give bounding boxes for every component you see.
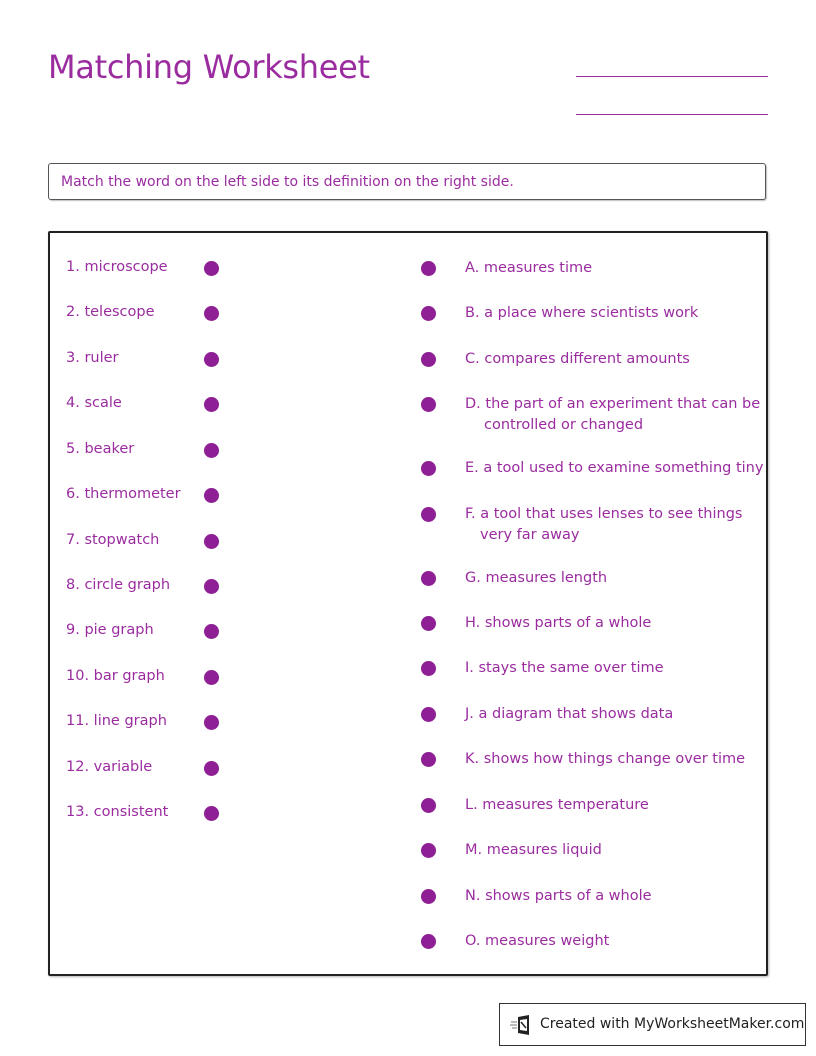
definition-dot-k[interactable]: [421, 752, 436, 767]
definition-item: [465, 349, 690, 370]
definition-text: A. measures time: [465, 260, 593, 276]
definition-dot-i[interactable]: [421, 661, 436, 676]
date-line[interactable]: [576, 114, 768, 115]
worksheet-maker-logo-icon: [510, 1014, 532, 1036]
definition-dot-c[interactable]: [421, 352, 436, 367]
definition-item: [465, 704, 673, 725]
definition-item: [465, 613, 651, 634]
definition-dot-j[interactable]: [421, 707, 436, 722]
definition-text: O. measures weight: [465, 933, 610, 949]
definition-dot-d[interactable]: [421, 397, 436, 412]
term-dot-4[interactable]: [204, 397, 219, 412]
definition-text: N. shows parts of a whole: [465, 888, 652, 904]
term-dot-11[interactable]: [204, 715, 219, 730]
definition-item: [465, 931, 609, 952]
term-item: 5. beaker: [66, 441, 135, 457]
definition-dot-f[interactable]: [421, 507, 436, 522]
definition-text: D. the part of an experiment that can be: [465, 396, 761, 412]
term-dot-2[interactable]: [204, 306, 219, 321]
definition-text-continued: controlled or changed: [484, 417, 644, 433]
definition-item: [465, 840, 602, 861]
created-with-badge[interactable]: [499, 1003, 806, 1046]
definition-dot-l[interactable]: [421, 798, 436, 813]
term-item: 3. ruler: [66, 350, 119, 366]
instructions-box: [48, 163, 766, 200]
definition-dot-e[interactable]: [421, 461, 436, 476]
definition-item: [465, 394, 760, 436]
term-dot-8[interactable]: [204, 579, 219, 594]
term-item: 4. scale: [66, 395, 122, 411]
definition-item: [465, 749, 745, 770]
definition-text-continued: very far away: [480, 527, 580, 543]
definition-text: I. stays the same over time: [465, 660, 664, 676]
term-dot-5[interactable]: [204, 443, 219, 458]
definition-text: K. shows how things change over time: [465, 751, 746, 767]
term-item: 10. bar graph: [66, 668, 165, 684]
definition-item: [465, 568, 607, 589]
term-dot-9[interactable]: [204, 624, 219, 639]
term-item: 8. circle graph: [66, 577, 171, 593]
definition-dot-b[interactable]: [421, 306, 436, 321]
term-dot-6[interactable]: [204, 488, 219, 503]
term-dot-12[interactable]: [204, 761, 219, 776]
definition-text: G. measures length: [465, 570, 608, 586]
definition-dot-n[interactable]: [421, 889, 436, 904]
definition-text: H. shows parts of a whole: [465, 615, 652, 631]
definition-dot-h[interactable]: [421, 616, 436, 631]
page-title: Matching Worksheet: [48, 48, 370, 86]
definition-item: [465, 258, 592, 279]
definition-item: [465, 795, 649, 816]
matching-box: [48, 231, 768, 976]
created-with-text: Created with MyWorksheetMaker.com: [540, 1016, 805, 1032]
definition-dot-o[interactable]: [421, 934, 436, 949]
definition-text: E. a tool used to examine something tiny: [465, 460, 764, 476]
definition-text: L. measures temperature: [465, 797, 649, 813]
definition-item: [465, 504, 742, 546]
definition-dot-m[interactable]: [421, 843, 436, 858]
term-item: 9. pie graph: [66, 622, 154, 638]
definition-dot-g[interactable]: [421, 571, 436, 586]
definition-item: [465, 303, 698, 324]
name-line[interactable]: [576, 76, 768, 77]
term-dot-10[interactable]: [204, 670, 219, 685]
definition-text: C. compares different amounts: [465, 351, 690, 367]
definition-dot-a[interactable]: [421, 261, 436, 276]
term-dot-1[interactable]: [204, 261, 219, 276]
term-item: 11. line graph: [66, 713, 167, 729]
term-item: 12. variable: [66, 759, 153, 775]
definition-item: [465, 658, 664, 679]
definition-item: [465, 886, 652, 907]
term-item: 1. microscope: [66, 259, 168, 275]
definition-text: F. a tool that uses lenses to see things: [465, 506, 743, 522]
term-dot-7[interactable]: [204, 534, 219, 549]
term-dot-13[interactable]: [204, 806, 219, 821]
term-item: 6. thermometer: [66, 486, 181, 502]
term-item: 2. telescope: [66, 304, 155, 320]
term-dot-3[interactable]: [204, 352, 219, 367]
definition-text: M. measures liquid: [465, 842, 602, 858]
term-item: 13. consistent: [66, 804, 169, 820]
term-item: 7. stopwatch: [66, 532, 160, 548]
instructions-text: Match the word on the left side to its definition on the right side.: [61, 174, 514, 190]
definition-text: J. a diagram that shows data: [465, 706, 674, 722]
definition-text: B. a place where scientists work: [465, 305, 699, 321]
definition-item: [465, 458, 763, 479]
